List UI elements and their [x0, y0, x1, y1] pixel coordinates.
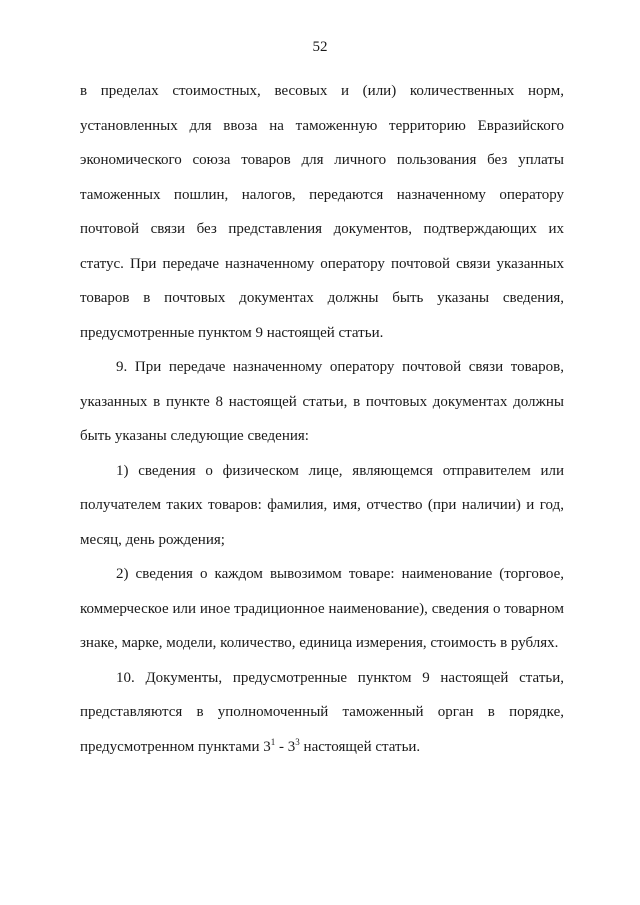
paragraph-item-10-end: настоящей статьи. [299, 738, 421, 755]
paragraph-subitem-1: 1) сведения о физическом лице, являющемся отправителем или получателем таких товаров: фамилия, имя, отчество (при наличии) и год, месяц, день рождения; [80, 462, 564, 548]
paragraph-item-10-text: 10. Документы, предусмотренные пунктом 9 настоящей статьи, представляются в уполномоченный таможенный орган в порядке, предусмотренном пунктами 3 [80, 669, 564, 755]
paragraph-item-10-range: - 3 [275, 738, 296, 755]
paragraph-continuation: в пределах стоимостных, весовых и (или) количественных норм, установленных для ввоза на таможенную территорию Евразийского экономического союза товаров для личного пользования без уплаты таможенных пошлин, налогов, передаются назначенному оператору почтовой связи без представления документов, подтверждающих их статус. При передаче назначенному оператору почтовой связи указанных товаров в почтовых документах должны быть указаны сведения, предусмотренные пунктом 9 настоящей статьи. [80, 83, 564, 341]
superscript-1: 1 [270, 736, 276, 747]
paragraph-item-10 [80, 661, 564, 765]
document-body [80, 74, 564, 764]
paragraph-item-9: 9. При передаче назначенному оператору почтовой связи товаров, указанных в пункте 8 настоящей статьи, в почтовых документах должны быть указаны следующие сведения: [80, 359, 564, 444]
paragraph-subitem-2: 2) сведения о каждом вывозимом товаре: наименование (торговое, коммерческое или иное традиционное наименование), сведения о товарном знаке, марке, модели, количество, единица измерения, стоимость в рублях. [80, 566, 564, 651]
page-number: 52 [312, 39, 328, 55]
superscript-3: 3 [295, 736, 300, 747]
